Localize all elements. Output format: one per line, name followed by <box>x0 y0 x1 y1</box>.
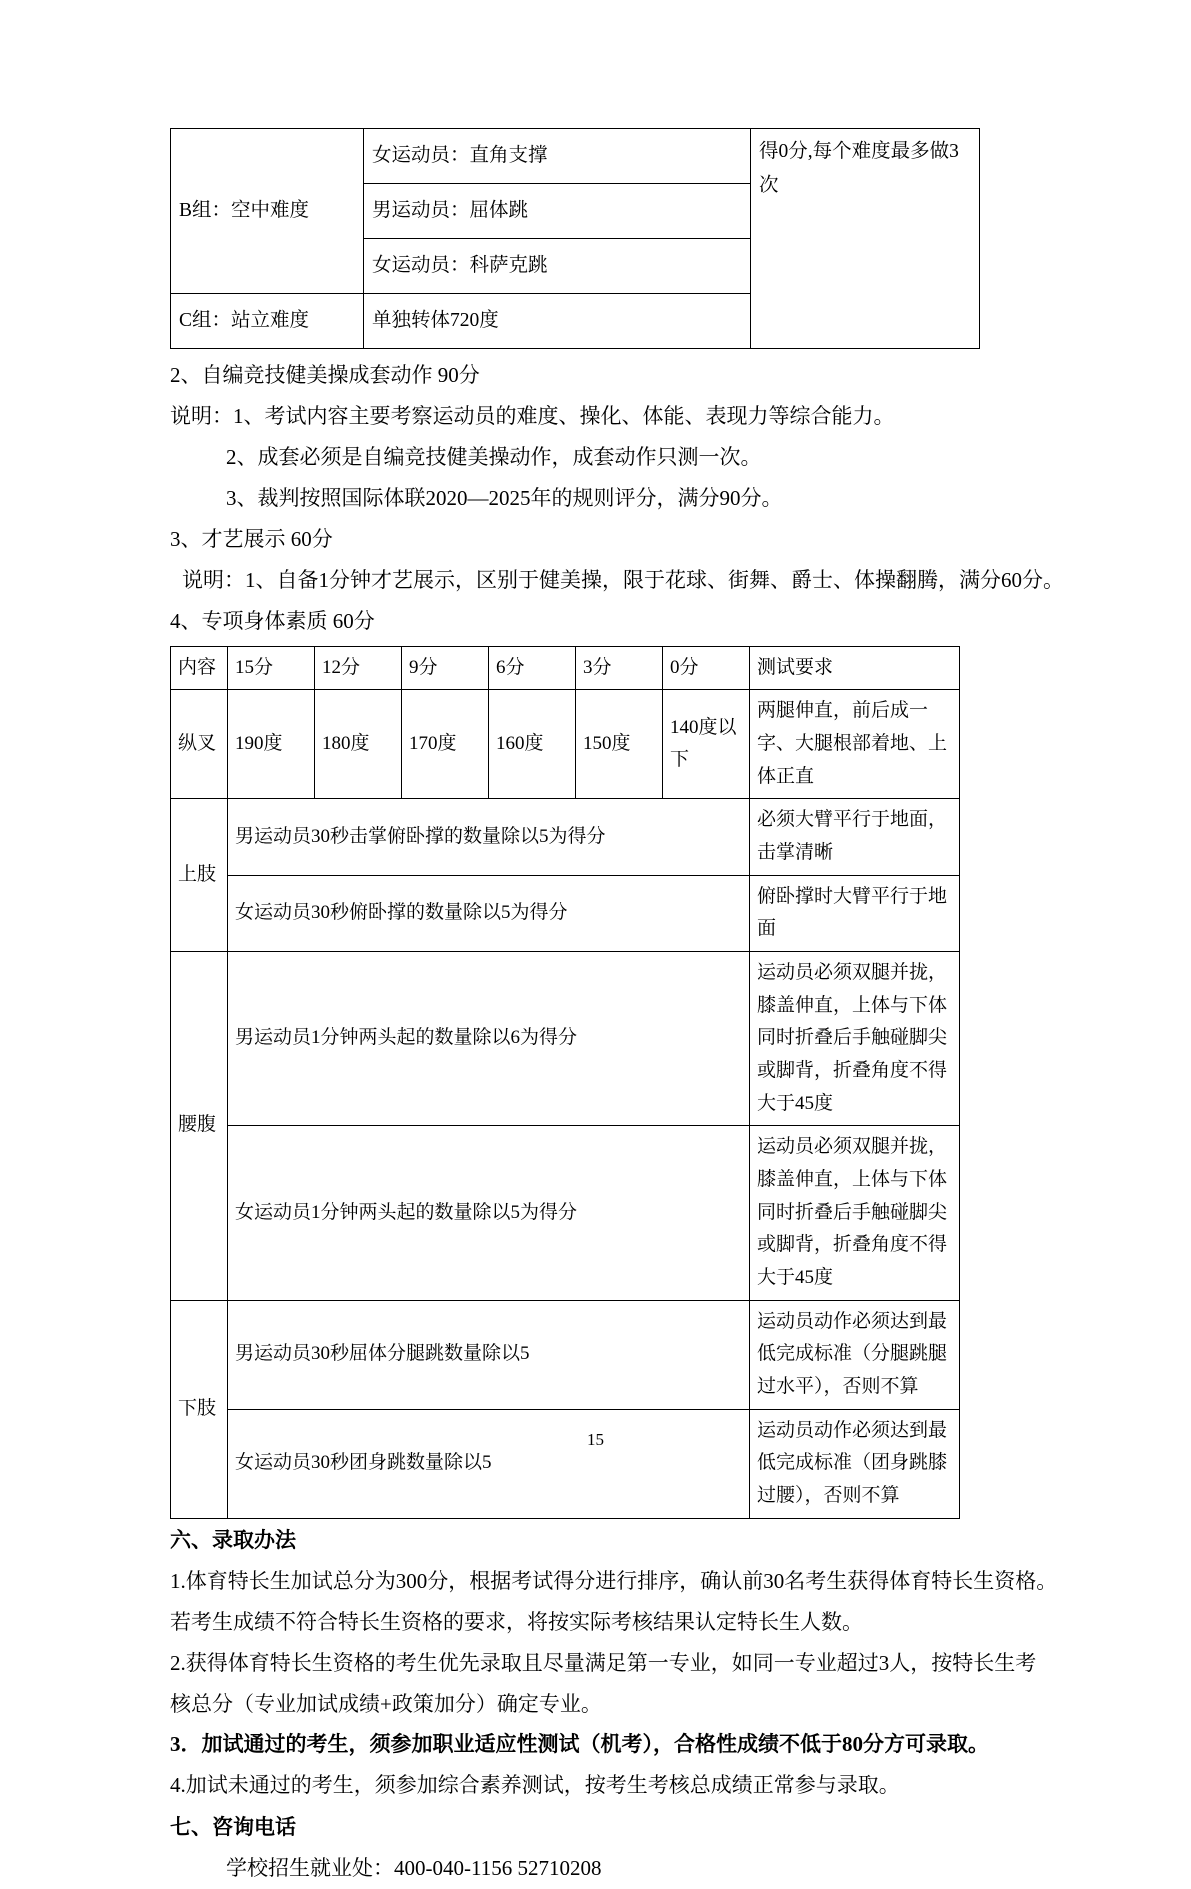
fitness-category-lower: 下肢 <box>171 1300 228 1518</box>
lower-female-content: 女运动员30秒团身跳数量除以5 <box>228 1409 750 1518</box>
table-row <box>171 1300 960 1409</box>
difficulty-athlete-4: 单独转体720度 <box>364 294 751 349</box>
fitness-header-9: 9分 <box>402 646 489 690</box>
table-row <box>171 1126 960 1300</box>
difficulty-group-b: B组：空中难度 <box>171 129 364 294</box>
section7-contact: 学校招生就业处：400-040-1156 52710208 <box>226 1856 602 1881</box>
fitness-category-upper: 上肢 <box>171 799 228 952</box>
lower-male-requirement: 运动员动作必须达到最低完成标准（分腿跳腿过水平），否则不算 <box>750 1300 960 1409</box>
section2-note-2: 2、成套必须是自编竞技健美操动作，成套动作只测一次。 <box>226 444 762 469</box>
fitness-table <box>170 646 960 1519</box>
difficulty-note: 得0分,每个难度最多做3 次 <box>751 129 980 349</box>
table-row <box>171 129 980 184</box>
fitness-header-0: 0分 <box>663 646 750 690</box>
difficulty-athlete-1: 女运动员：直角支撑 <box>364 129 751 184</box>
difficulty-table <box>170 128 980 349</box>
splits-score-6: 160度 <box>489 690 576 799</box>
splits-score-0: 140度以下 <box>663 690 750 799</box>
section3-title: 3、才艺展示 60分 <box>170 526 333 551</box>
core-female-requirement: 运动员必须双腿并拢，膝盖伸直，上体与下体同时折叠后手触碰脚尖或脚背，折叠角度不得大于45度 <box>750 1126 960 1300</box>
table-row <box>171 951 960 1125</box>
fitness-header-6: 6分 <box>489 646 576 690</box>
splits-score-3: 150度 <box>576 690 663 799</box>
section6-item-3: 3．加试通过的考生，须参加职业适应性测试（机考），合格性成绩不低于80分方可录取。 <box>170 1732 989 1757</box>
upper-male-requirement: 必须大臂平行于地面，击掌清晰 <box>750 799 960 875</box>
difficulty-group-c: C组：站立难度 <box>171 294 364 349</box>
table-header-row <box>171 646 960 690</box>
lower-male-content: 男运动员30秒屈体分腿跳数量除以5 <box>228 1300 750 1409</box>
section2-note-1: 说明：1、考试内容主要考察运动员的难度、操化、体能、表现力等综合能力。 <box>170 403 895 428</box>
core-male-requirement: 运动员必须双腿并拢，膝盖伸直，上体与下体同时折叠后手触碰脚尖或脚背，折叠角度不得大于45度 <box>750 951 960 1125</box>
section6-item-2a: 2.获得体育特长生资格的考生优先录取且尽量满足第一专业，如同一专业超过3人，按特长生考 <box>170 1650 1037 1675</box>
section2-title: 2、自编竞技健美操成套动作 90分 <box>170 363 480 387</box>
upper-female-requirement: 俯卧撑时大臂平行于地面 <box>750 875 960 951</box>
fitness-category-core: 腰腹 <box>171 951 228 1300</box>
section6-item-4: 4.加试未通过的考生，须参加综合素养测试，按考生考核总成绩正常参与录取。 <box>170 1773 900 1798</box>
section6-item-1a: 1.体育特长生加试总分为300分，根据考试得分进行排序，确认前30名考生获得体育特长生资格。 <box>170 1568 1058 1593</box>
fitness-header-12: 12分 <box>315 646 402 690</box>
core-female-content: 女运动员1分钟两头起的数量除以5为得分 <box>228 1126 750 1300</box>
splits-score-12: 180度 <box>315 690 402 799</box>
fitness-header-requirement: 测试要求 <box>750 646 960 690</box>
page-number: 15 <box>587 1430 604 1449</box>
fitness-header-content: 内容 <box>171 646 228 690</box>
section7-heading: 七、咨询电话 <box>170 1815 296 1840</box>
fitness-category-splits: 纵叉 <box>171 690 228 799</box>
section6-item-1b: 若考生成绩不符合特长生资格的要求，将按实际考核结果认定特长生人数。 <box>170 1609 863 1634</box>
table-row <box>171 799 960 875</box>
section6-heading: 六、录取办法 <box>170 1527 296 1552</box>
fitness-header-3: 3分 <box>576 646 663 690</box>
section4-title: 4、专项身体素质 60分 <box>170 608 375 633</box>
core-male-content: 男运动员1分钟两头起的数量除以6为得分 <box>228 951 750 1125</box>
lower-female-requirement: 运动员动作必须达到最低完成标准（团身跳膝过腰），否则不算 <box>750 1409 960 1518</box>
section3-note: 说明：1、自备1分钟才艺展示，区别于健美操，限于花球、街舞、爵士、体操翻腾，满分60分。 <box>182 567 1064 592</box>
splits-requirement: 两腿伸直，前后成一字、大腿根部着地、上体正直 <box>750 690 960 799</box>
upper-female-content: 女运动员30秒俯卧撑的数量除以5为得分 <box>228 875 750 951</box>
table-row <box>171 690 960 799</box>
section2-note-3: 3、裁判按照国际体联2020—2025年的规则评分，满分90分。 <box>226 485 783 510</box>
table-row <box>171 1409 960 1518</box>
difficulty-athlete-2: 男运动员：屈体跳 <box>364 184 751 239</box>
difficulty-athlete-3: 女运动员：科萨克跳 <box>364 239 751 294</box>
splits-score-9: 170度 <box>402 690 489 799</box>
upper-male-content: 男运动员30秒击掌俯卧撑的数量除以5为得分 <box>228 799 750 875</box>
table-row <box>171 875 960 951</box>
fitness-header-15: 15分 <box>228 646 315 690</box>
splits-score-15: 190度 <box>228 690 315 799</box>
section6-item-2b: 核总分（专业加试成绩+政策加分）确定专业。 <box>170 1691 602 1716</box>
